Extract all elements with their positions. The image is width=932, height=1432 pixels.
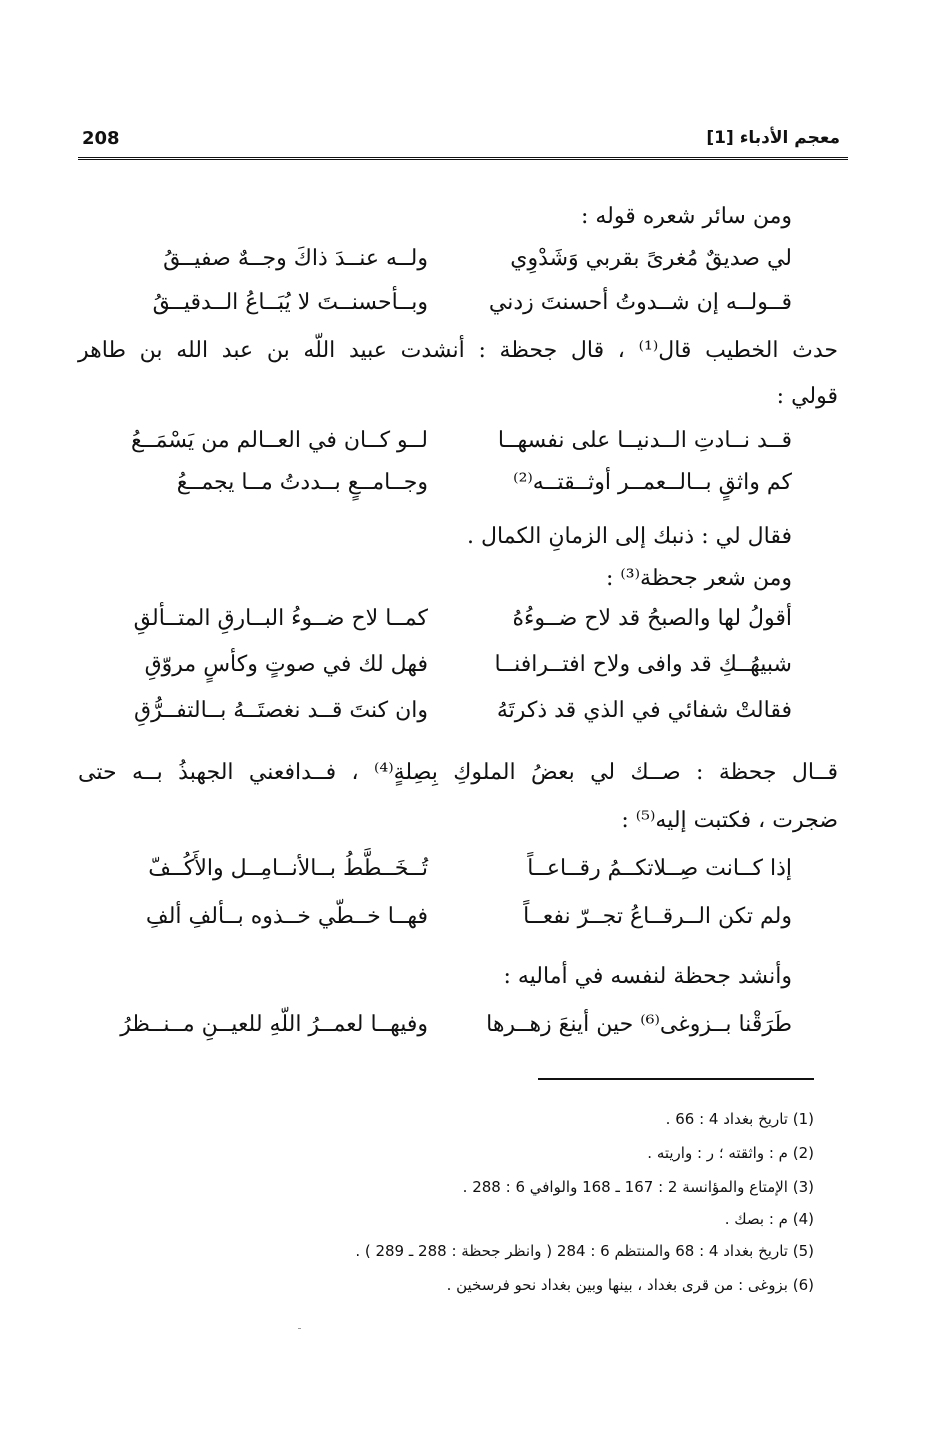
verse-first-hemistich: شبيهُــكِ قد وافى ولاح افتــرافنــا [494, 652, 792, 677]
verse-line [128, 470, 792, 504]
verse-line [128, 290, 792, 324]
verse-line [128, 698, 792, 732]
verse-line [128, 652, 792, 686]
page-number: 208 [82, 128, 120, 149]
prose-line: ومن شعر جحظة⁽³⁾ : [605, 566, 792, 591]
prose-line: قولي : [776, 384, 838, 409]
verse-line [128, 856, 792, 890]
footnote: (6) بزوغى : من قرى بغداد ، بينها وبين بغداد نحو فرسخين . [446, 1276, 814, 1294]
intro-line: ومن سائر شعره قوله : [580, 204, 792, 229]
verse-line [128, 246, 792, 280]
verse-second-hemistich: لــو كــان في العــالم من يَسْمَــعُ [131, 428, 428, 453]
verse-first-hemistich: فقالتْ شفائي في الذي قد ذكرتَهُ [496, 698, 792, 723]
verse-second-hemistich: وان كنتَ قــد نغصتَــهُ بــالتفــرُّقِ [134, 698, 428, 723]
verse-second-hemistich: تُــخَــطَّطُ بــالأنــامِــل والأَكُــفّ [148, 856, 428, 881]
verse-second-hemistich: وجــامــعٍ بــددتُ مــا يجمــعُ [176, 470, 428, 495]
verse-second-hemistich: فهــا خــطّي خــذوه بــألفِ ألفِ [145, 904, 428, 929]
verse-second-hemistich: ولــه عنــدَ ذاكَ وجــهٌ صفيــقُ [163, 246, 428, 271]
prose-line: ضجرت ، فكتبت إليه⁽⁵⁾ : [621, 808, 838, 833]
footnote: (3) الإمتاع والمؤانسة 2 : 167 ـ 168 والوافي 6 : 288 . [462, 1178, 814, 1196]
verse-line [120, 1012, 792, 1046]
print-speck [298, 1328, 301, 1329]
header-rule [78, 157, 848, 160]
prose-line: فقال لي : ذنبك إلى الزمانِ الكمال . [467, 524, 792, 549]
prose-line: قــال جحظة : صــك لي بعضُ الملوكِ بِصِلةٍ⁽⁴⁾ ، فــدافعني الجهبذُ بــه حتى [78, 760, 838, 785]
running-title: معجم الأدباء [1] [706, 128, 840, 148]
footnote: (2) م : واثقته ؛ ر : واريته . [647, 1144, 814, 1162]
verse-second-hemistich: كمــا لاح ضــوءُ البــارقِ المتــألقِ [133, 606, 428, 631]
verse-second-hemistich: وفيهــا لعمــرُ اللّهِ للعيــنِ مــنــظرُ [120, 1012, 428, 1037]
verse-first-hemistich: قــولــه إن شــدوتُ أحسنتَ زدني [488, 290, 792, 315]
verse-first-hemistich: ولم تكن الــرقــاعُ تجــرّ نفعــاً [523, 904, 792, 929]
verse-first-hemistich: قــد نــادتِ الــدنيــا على نفسهــا [497, 428, 792, 453]
verse-first-hemistich: إذا كــانت صِــلاتكــمُ رقــاعــاً [527, 856, 792, 881]
verse-second-hemistich: وبــأحسنــتَ لا يُبَــاعُ الــدقيــقُ [152, 290, 428, 315]
verse-line [128, 428, 792, 462]
footnote: (4) م : بصك . [724, 1210, 814, 1228]
verse-line [128, 606, 792, 640]
footnote: (5) تاريخ بغداد 4 : 68 والمنتظم 6 : 284 ( وانظر جحظة : 288 ـ 289 ) . [355, 1242, 814, 1260]
verse-first-hemistich: طَرَقْنا بــزوغى⁽⁶⁾ حين أينعَ زهــرها [486, 1012, 792, 1037]
footnote-rule [538, 1078, 814, 1080]
verse-first-hemistich: أقولُ لها والصبحُ قد لاح ضــوءُهُ [512, 606, 792, 631]
prose-line: وأنشد جحظة لنفسه في أماليه : [503, 964, 792, 989]
verse-first-hemistich: لي صديقٌ مُغرىً بقربي وَشَدْوِي [510, 246, 792, 271]
verse-line [128, 904, 792, 938]
prose-line: حدث الخطيب قال⁽¹⁾ ، قال جحظة : أنشدت عبيد اللّه بن عبد الله بن طاهر [78, 338, 838, 363]
verse-second-hemistich: فهل لك في صوتٍ وكأسٍ مروّقِ [144, 652, 428, 677]
footnote: (1) تاريخ بغداد 4 : 66 . [665, 1110, 814, 1128]
verse-first-hemistich: كم واثقٍ بــالــعمــر أوثــقتــه⁽²⁾ [513, 470, 792, 495]
